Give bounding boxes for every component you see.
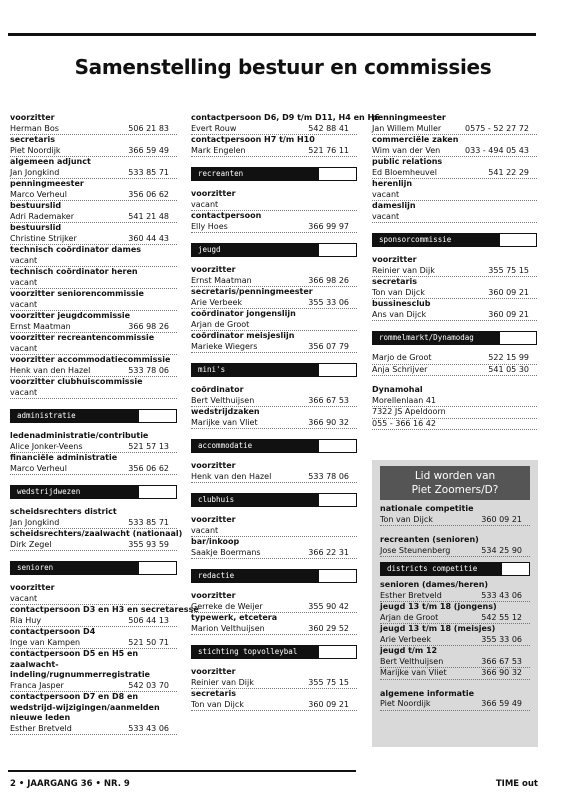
phone-number: 366 59 49 [128,145,169,155]
person-name: Jan Jongkind [10,167,60,177]
phone-number: 355 90 42 [308,601,349,611]
person-name: Herman Bos [10,123,59,133]
role-label: technisch coördinator dames [10,245,142,254]
person-name: Ria Huy [10,615,42,625]
footer-magazine-name: TIME out [495,779,538,789]
person-row [10,190,177,202]
person-row [191,396,357,408]
section-header [191,645,357,659]
person-row [10,278,177,290]
person-row [191,342,357,354]
person-row [191,146,357,158]
phone-number: 355 33 06 [481,634,522,644]
person-name: Saakje Boermans [191,547,261,557]
role-label: public relations [372,157,443,166]
person-name: Inge van Kampen [10,637,81,647]
person-name: Franca Jasper [10,680,64,690]
person-row [372,353,537,365]
section-header-label: rommelmarkt/Dynamodag [373,332,500,344]
section-header-label: jeugd [192,244,319,256]
role-label: senioren (dames/heren) [380,580,489,589]
role-label: recreanten (senioren) [380,535,479,544]
role-label: voorzitter [10,583,55,592]
section-header [10,409,177,423]
person-name: Gerreke de Weijer [191,601,263,611]
person-row [10,681,177,693]
phone-number: 366 98 26 [128,321,169,331]
section-header-label: mini's [192,364,319,376]
person-row [191,602,357,614]
phone-number: 360 09 21 [488,287,529,297]
role-label: coördinator meisjeslijn [191,331,295,340]
phone-number: 534 25 90 [481,545,522,555]
phone-number: 533 85 71 [128,167,169,177]
phone-number [169,594,177,605]
role-label: voorzitter clubhuiscommissie [10,377,143,386]
person-name: Henk van den Hazel [10,365,91,375]
promo-contacts [372,504,538,711]
role-label: penningmeester [372,113,446,122]
person-name: Esther Bretveld [10,723,72,733]
person-name: Adri Rademaker [10,211,75,221]
person-row [191,200,357,212]
phone-number: 355 75 15 [308,677,349,687]
role-label: voorzitter [191,667,236,676]
page-title: Samenstelling bestuur en commissies [74,55,492,79]
phone-number: 541 05 30 [488,364,529,374]
role-label: scheidsrechters district [10,507,117,516]
person-row [10,638,177,650]
phone-number: 542 55 12 [481,612,522,622]
section-header-label: wedstrijdwezen [11,486,139,498]
role-label: nationale competitie [380,504,474,513]
person-name: Marjo de Groot [372,353,432,362]
person-name: Christine Strijker [10,233,77,243]
person-name: Elly Hoes [191,221,228,231]
phone-number: 0575 - 52 27 72 [465,123,529,133]
person-name: Reinier van Dijk [372,265,435,275]
role-label: contactpersoon D5 en H5 en zaalwacht-indeling/rugnummerregistratie [10,649,150,679]
person-row [380,515,530,527]
person-name: Marco Verheul [10,189,67,199]
phone-number: 521 76 11 [308,145,349,155]
person-row [372,190,537,202]
person-name: vacant [10,343,38,353]
section-header-label: recreanten [192,168,319,180]
person-row [191,700,357,712]
person-name: Ed Bloemheuvel [372,167,437,177]
phone-number: 355 75 15 [488,265,529,275]
phone-number [529,212,537,223]
venue-name: Dynamohal [372,385,423,394]
role-label: voorzitter jeugdcommissie [10,311,131,320]
role-label: secretaris [191,689,236,698]
person-name: Evert Rouw [191,123,237,133]
section-header-label: sponsorcommissie [373,234,500,246]
person-row [191,548,357,560]
person-row [191,624,357,636]
person-name: Mark Engelen [191,145,246,155]
person-row [380,699,530,711]
person-name: Ans van Dijck [372,309,427,319]
phone-number: 533 43 06 [481,590,522,600]
role-label: voorzitter [191,591,236,600]
person-name: vacant [10,277,38,287]
person-row [191,526,357,538]
person-row [10,540,177,552]
phone-number: 360 29 52 [308,623,349,633]
person-row [372,266,537,278]
phone-number: 355 33 06 [308,297,349,307]
section-header [372,331,537,345]
role-label: jeugd 13 t/m 18 (jongens) [380,602,497,611]
role-label: contactpersoon D7 en D8 en wedstrijd-wijzigingen/aanmelden nieuwe leden [10,692,160,722]
phone-number: 366 99 97 [308,221,349,231]
person-row [380,668,530,680]
section-header [191,363,357,377]
person-row [10,464,177,476]
role-label: dameslijn [372,201,416,210]
phone-number [169,388,177,399]
top-rule [8,33,536,36]
phone-number: 366 98 26 [308,275,349,285]
person-name: Ton van Dijck [372,287,425,297]
person-row [10,146,177,158]
person-row [372,168,537,180]
person-name: Jose Steunenberg [380,545,451,555]
role-label: bussinesclub [372,299,431,308]
person-name: vacant [372,211,400,221]
phone-number [349,320,357,331]
phone-number: 541 22 29 [488,167,529,177]
phone-number: 366 90 32 [308,417,349,427]
person-row [10,234,177,246]
role-label: contactpersoon H7 t/m H10 [191,135,315,144]
role-label: coördinator jongenslijn [191,309,296,318]
role-label: voorzitter [191,515,236,524]
person-row [372,212,537,224]
phone-number: 533 43 06 [128,723,169,733]
person-row [191,678,357,690]
role-label: contactpersoon D4 [10,627,96,636]
section-header [191,243,357,257]
role-label: commerciële zaken [372,135,459,144]
role-label: wedstrijdzaken [191,407,260,416]
phone-number: 366 90 32 [481,668,522,677]
section-header-label: senioren [11,562,139,574]
phone-number [349,526,357,537]
person-row [10,724,177,736]
person-row [10,518,177,530]
phone-number [169,278,177,289]
person-row [380,657,530,669]
person-row [10,300,177,312]
person-name: Arjan de Groot [191,319,250,329]
person-row [380,635,530,647]
phone-number: 506 44 13 [128,615,169,625]
section-header-label: districts competitie [381,563,502,575]
person-name: Marijke van Vliet [380,668,447,677]
person-name: Reinier van Dijk [191,677,254,687]
role-label: voorzitter [191,461,236,470]
phone-number: 533 85 71 [128,517,169,527]
phone-number [169,256,177,267]
person-row [191,418,357,430]
person-row [10,388,177,400]
person-row [372,310,537,322]
role-label: typewerk, etcetera [191,613,278,622]
role-label: technisch coördinator heren [10,267,138,276]
person-row [191,124,357,136]
phone-number: 506 21 83 [128,123,169,133]
phone-number: 541 21 48 [128,211,169,221]
role-label: algemeen adjunct [10,157,91,166]
phone-number: 542 88 41 [308,123,349,133]
venue-detail: Morellenlaan 41 [372,396,537,408]
person-row [191,298,357,310]
section-header-label: redactie [192,570,319,582]
person-row [380,591,530,603]
phone-number: 522 15 99 [488,353,529,362]
role-label: penningmeester [10,179,84,188]
person-row [10,344,177,356]
person-name: Arie Verbeek [380,634,432,644]
person-row [10,124,177,136]
phone-number: 355 93 59 [128,539,169,549]
person-name: Wim van der Ven [372,145,441,155]
footer-issue-info: 2 • JAARGANG 36 • NR. 9 [10,779,130,789]
person-name: Arjan de Groot [380,612,439,622]
footer-rule [8,770,356,772]
role-label: financiële administratie [10,453,118,462]
phone-number: 360 09 21 [481,514,522,524]
section-header [372,233,537,247]
role-label: voorzitter [372,255,417,264]
role-label: secretaris [10,135,55,144]
promo-title [380,466,530,500]
person-name: vacant [10,593,38,603]
section-header [191,167,357,181]
phone-number: 521 50 71 [128,637,169,647]
person-name: Ernst Maatman [10,321,71,331]
person-name: Bert Velthuijsen [380,656,444,666]
phone-number: 542 03 70 [128,680,169,690]
person-name: vacant [372,189,400,199]
column-1 [10,113,199,735]
person-name: vacant [10,255,38,265]
phone-number: 356 06 62 [128,189,169,199]
section-header [10,561,177,575]
section-header-label: administratie [11,410,139,422]
person-row [10,442,177,454]
section-header [380,562,530,576]
person-row [10,366,177,378]
person-row [10,168,177,180]
person-name: Esther Bretveld [380,590,442,600]
person-row [191,276,357,288]
role-label: voorzitter [191,189,236,198]
role-label: voorzitter [10,113,55,122]
phone-number: 360 44 43 [128,233,169,243]
role-label: algemene informatie [380,688,475,698]
person-row [372,124,537,136]
phone-number [529,190,537,201]
role-label: bestuurslid [10,223,62,232]
person-name: Marco Verheul [10,463,67,473]
person-row [191,472,357,484]
person-row [191,320,357,332]
role-label: ledenadministratie/contributie [10,431,149,440]
phone-number: 356 07 79 [308,341,349,351]
person-name: vacant [10,387,38,397]
phone-number [349,200,357,211]
role-label: contactpersoon D3 en H3 en secretaresse [10,605,199,614]
phone-number [169,344,177,355]
person-name: vacant [10,299,38,309]
phone-number: 533 78 06 [128,365,169,375]
promo-title-line-1: Lid worden van [414,470,496,482]
section-header-label: stichting topvolleybal [192,646,319,658]
phone-number: 366 22 31 [308,547,349,557]
role-label: voorzitter seniorencommissie [10,289,144,298]
phone-number: 360 09 21 [308,699,349,709]
person-name: vacant [191,199,219,209]
role-label: secretaris/penningmeester [191,287,313,296]
person-name: Alice Jonker-Veens [10,441,83,451]
person-name: Anja Schrijver [372,364,428,374]
role-label: bar/inkoop [191,537,240,546]
membership-promo-box [372,460,538,747]
person-row [380,546,530,558]
person-row [10,594,177,606]
person-name: Dirk Zegel [10,539,52,549]
phone-number [169,300,177,311]
section-header-label: accommodatie [192,440,319,452]
phone-number: 521 57 13 [128,441,169,451]
spacer [372,376,537,385]
phone-number: 033 - 494 05 43 [465,145,529,155]
section-header [10,485,177,499]
person-name: Ton van Dijck [380,514,433,524]
section-header [191,439,357,453]
person-name: Bert Velthuijsen [191,395,255,405]
phone-number: 366 59 49 [481,699,522,708]
person-row [10,322,177,334]
role-label: herenlijn [372,179,413,188]
person-row [372,146,537,158]
person-row [380,613,530,625]
person-name: Marieke Wiegers [191,341,258,351]
column-2 [191,113,380,711]
role-label: jeugd 13 t/m 18 (meisjes) [380,624,496,633]
person-row [10,212,177,224]
person-name: Arie Verbeek [191,297,243,307]
person-name: Jan Jongkind [10,517,60,527]
person-name: Henk van den Hazel [191,471,272,481]
person-row [191,222,357,234]
role-label: scheidsrechters/zaalwacht (nationaal) [10,529,183,538]
phone-number: 533 78 06 [308,471,349,481]
venue-detail: 7322 JS Apeldoorn [372,407,537,419]
spacer [380,526,530,535]
person-name: Ton van Dijck [191,699,244,709]
person-row [372,365,537,377]
promo-title-line-2: Piet Zoomers/D? [411,484,499,496]
phone-number: 366 67 53 [308,395,349,405]
venue-detail: 055 - 366 16 42 [372,419,537,431]
phone-number: 360 09 21 [488,309,529,319]
phone-number: 356 06 62 [128,463,169,473]
person-name: Marijke van Vliet [191,417,258,427]
role-label: bestuurslid [10,201,62,210]
person-row [372,288,537,300]
phone-number: 366 67 53 [481,656,522,666]
person-name: Piet Noordijk [380,699,431,708]
role-label: voorzitter accommodatiecommissie [10,355,171,364]
section-header-label: clubhuis [192,494,319,506]
spacer [380,680,530,689]
role-label: secretaris [372,277,417,286]
role-label: contactpersoon [191,211,262,220]
person-name: Piet Noordijk [10,145,61,155]
role-label: coördinator [191,385,244,394]
column-3 [372,113,537,430]
person-row [10,256,177,268]
role-label: contactpersoon D6, D9 t/m D11, H4 en H6 [191,113,380,122]
person-name: vacant [191,525,219,535]
person-name: Jan Willem Muller [372,123,442,133]
person-name: Ernst Maatman [191,275,252,285]
section-header [191,493,357,507]
section-header [191,569,357,583]
person-row [10,616,177,628]
role-label: voorzitter recreantencommissie [10,333,155,342]
role-label: voorzitter [191,265,236,274]
person-name: Marion Velthuijsen [191,623,265,633]
role-label: jeugd t/m 12 [380,646,438,655]
